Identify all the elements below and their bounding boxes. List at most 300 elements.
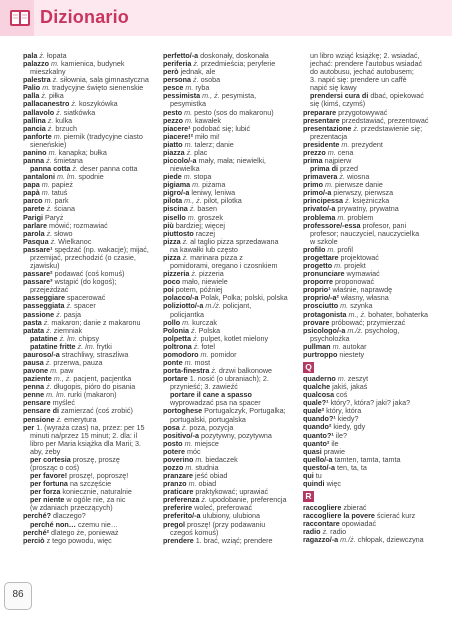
entry-headword: porta-finestra — [163, 367, 210, 376]
entry-headword: palestra — [23, 76, 51, 85]
dictionary-entry — [23, 424, 151, 432]
entry-translation: pacjent, pacjentka — [73, 375, 132, 384]
dictionary-entry — [163, 222, 293, 230]
dictionary-entry — [303, 319, 448, 327]
dictionary-entry — [163, 351, 293, 359]
entry-continuation — [23, 440, 151, 448]
entry-headword: pauroso/-a — [23, 350, 60, 359]
entry-translation: al taglio pizza sprzedawana — [190, 237, 279, 246]
entry-continuation — [303, 133, 448, 141]
entry-translation: przynieść; 3. zawieźć — [170, 383, 238, 392]
entry-translation: próbować; przymierzać — [331, 318, 406, 327]
dictionary-entry — [303, 432, 448, 440]
entry-headword: prosciutto — [303, 302, 339, 311]
dictionary-column-2 — [163, 52, 293, 545]
entry-continuation — [23, 464, 151, 472]
entry-translation: móc — [186, 447, 201, 456]
dictionary-entry — [23, 76, 151, 84]
entry-translation: pomidorami, oregano i czosnkiem — [170, 262, 278, 271]
entry-translation: dbać, opiekować — [370, 92, 424, 101]
dictionary-subentry — [303, 92, 448, 100]
entry-continuation — [163, 311, 293, 319]
entry-part-of-speech: ż. — [47, 124, 54, 133]
entry-headword: pessimista — [163, 92, 201, 101]
entry-headword: pregol — [163, 520, 185, 529]
entry-translation: wymawiać — [346, 270, 380, 279]
entry-part-of-speech: ż. — [47, 116, 54, 125]
entry-part-of-speech: m. — [187, 213, 196, 222]
dictionary-entry — [163, 52, 293, 60]
dictionary-entry — [23, 149, 151, 157]
entry-translation: emerytura — [64, 415, 97, 424]
entry-part-of-speech: m. — [184, 108, 193, 117]
entry-translation: policjant, — [222, 302, 252, 311]
entry-translation: mało, niewiele — [182, 278, 228, 287]
entry-translation: paw — [60, 367, 74, 376]
dictionary-entry — [303, 181, 448, 189]
entry-continuation — [23, 286, 151, 294]
entry-translation: profesor, pani — [362, 221, 407, 230]
entry-translation: profesor; nauczyciel, nauczycielka — [310, 229, 420, 238]
entry-part-of-speech: ż. — [192, 334, 199, 343]
dictionary-entry — [303, 311, 448, 319]
entry-headword: passeggiare — [23, 294, 65, 303]
entry-headword: pensare — [23, 399, 51, 408]
entry-headword: per cortesia — [30, 455, 71, 464]
entry-part-of-speech: m. — [327, 148, 336, 157]
dictionary-entry — [23, 205, 151, 213]
entry-translation: przerwa, pauza — [53, 358, 103, 367]
entry-part-of-speech: ż. — [72, 165, 78, 174]
entry-headword: preferito/-a — [163, 512, 201, 521]
dictionary-entry — [23, 512, 151, 520]
entry-part-of-speech: m./ż. — [347, 326, 363, 335]
entry-continuation — [163, 246, 293, 254]
entry-translation: tradycyjne święto sienenskie — [52, 84, 144, 93]
entry-headword: pilota — [163, 197, 183, 206]
entry-translation: pierwszy, pierwsza — [333, 189, 394, 198]
dictionary-entry — [303, 472, 448, 480]
entry-translation: napić się kawy — [310, 84, 357, 93]
dictionary-entry — [163, 149, 293, 157]
section-letter — [303, 488, 448, 504]
entry-translation: un libro wziąć książkę; 2. wsiadać, — [310, 52, 420, 60]
dictionary-entry — [163, 60, 293, 68]
entry-translation: kamienica, budynek — [60, 60, 125, 69]
entry-translation: w szkole — [310, 237, 338, 246]
entry-headword: principessa — [303, 197, 343, 206]
entry-headword: pozzo — [163, 463, 184, 472]
entry-translation: biedaczek — [205, 455, 238, 464]
entry-translation: jeść obiad — [194, 472, 228, 481]
entry-headword: presentazione — [303, 124, 352, 133]
entry-continuation — [163, 383, 293, 391]
dictionary-entry — [303, 464, 448, 472]
entry-part-of-speech: ż. — [353, 124, 359, 133]
entry-part-of-speech: ż. — [56, 108, 62, 117]
entry-part-of-speech: m. — [50, 367, 59, 376]
entry-translation: 3. napić się: prendere un caffè — [310, 76, 407, 85]
entry-continuation — [23, 254, 151, 262]
entry-translation: siłownia, sala gimnastyczna — [60, 76, 149, 85]
entry-headword: raccontare — [303, 520, 340, 529]
entry-headword: quanto² — [303, 439, 330, 448]
entry-translation: czegoś komuś) — [170, 528, 219, 537]
entry-translation: własny, własna — [340, 294, 389, 303]
entry-translation: proponować — [334, 278, 375, 287]
entry-headword: Parigi — [23, 213, 43, 222]
dictionary-entry — [163, 488, 293, 496]
entry-translation: pozytywny, pozytywna — [200, 431, 272, 440]
entry-headword: patatine — [30, 334, 58, 343]
entry-translation: portugalski, portugalska — [170, 415, 246, 424]
entry-continuation — [303, 68, 448, 76]
dictionary-entry — [303, 149, 448, 157]
entry-headword: progetto — [303, 262, 333, 271]
entry-part-of-speech: ż. — [186, 148, 193, 157]
dictionary-entry — [303, 141, 448, 149]
entry-translation: ściana — [54, 205, 75, 214]
dictionary-column-3 — [303, 52, 448, 544]
entry-continuation — [303, 238, 448, 246]
dictionary-entry — [23, 117, 151, 125]
dictionary-entry — [163, 504, 293, 512]
entry-headword: quanto?¹ — [303, 431, 334, 440]
entry-translation: pesymista, — [221, 92, 257, 101]
entry-part-of-speech: m. — [50, 60, 59, 69]
entry-translation: pizzeria — [198, 270, 224, 279]
dictionary-entry — [303, 399, 448, 407]
entry-translation: pierwsze danie — [334, 181, 383, 190]
entry-headword: poltrona — [163, 342, 192, 351]
entry-translation: pulpet, kotlet mielony — [200, 334, 269, 343]
entry-translation: ścierać kurz — [376, 512, 416, 521]
entry-part-of-speech: m., ż. — [202, 92, 220, 101]
entry-translation: jednak, ale — [180, 68, 216, 77]
dictionary-entry — [163, 302, 293, 310]
entry-translation: bardziej; więcej — [175, 221, 225, 230]
entry-translation: upodobanie, preferencja — [208, 496, 287, 505]
entry-headword: passare² — [23, 270, 53, 279]
dictionary-entry — [163, 343, 293, 351]
entry-part-of-speech: ż. — [71, 100, 77, 109]
entry-translation: psycholożka — [310, 334, 350, 343]
entry-translation: prawie — [323, 447, 345, 456]
entry-headword: patatine fritte — [30, 342, 76, 351]
dictionary-entry — [163, 286, 293, 294]
dictionary-entry — [23, 416, 151, 424]
dictionary-entry — [163, 432, 293, 440]
entry-translation: psycholog, — [364, 326, 400, 335]
entry-translation: tu — [315, 471, 322, 480]
entry-translation: plac — [194, 148, 208, 157]
entry-part-of-speech: m. — [332, 342, 341, 351]
entry-part-of-speech: m. — [185, 84, 194, 93]
entry-translation: policjantka — [170, 310, 204, 319]
entry-part-of-speech: m. — [44, 197, 53, 206]
entry-translation: w ogóle nie, za nic — [66, 496, 126, 505]
entry-part-of-speech: ż. — [43, 318, 50, 327]
entry-part-of-speech: m. — [48, 148, 57, 157]
entry-translation: drzwi balkonowe — [218, 367, 273, 376]
entry-headword: periferia — [163, 60, 192, 69]
entry-translation: 1. brać, wziąć; prendere — [195, 536, 273, 545]
entry-translation: spacerować — [66, 294, 106, 303]
entry-headword: parco — [23, 197, 43, 206]
entry-headword: pronunciare — [303, 270, 345, 279]
entry-headword: quasi — [303, 447, 322, 456]
dictionary-entry — [303, 375, 448, 383]
dictionary-entry — [23, 230, 151, 238]
entry-headword: papà — [23, 189, 40, 198]
section-letter — [303, 359, 448, 375]
entry-headword: piccolo/-a — [163, 157, 197, 166]
entry-part-of-speech: ż. — [46, 229, 53, 238]
entry-continuation — [23, 504, 151, 512]
entry-translation: przedstawiać, prezentować — [341, 116, 429, 125]
entry-translation: papież — [51, 181, 73, 190]
entry-headword: provare — [303, 318, 330, 327]
dictionary-entry — [303, 246, 448, 254]
entry-translation: proszę, proszę — [72, 455, 120, 464]
dictionary-entry — [303, 189, 448, 197]
entry-headword: pavone — [23, 367, 49, 376]
entry-translation: ile? — [335, 431, 347, 440]
entry-headword: pigiama — [163, 181, 191, 190]
entry-translation: niestety — [339, 350, 365, 359]
entry-translation: basen — [197, 205, 217, 214]
entry-part-of-speech: ż. — [182, 253, 189, 262]
entry-part-of-speech: m. — [41, 181, 50, 190]
entry-translation: radio — [330, 528, 347, 537]
dictionary-subentry — [23, 456, 151, 464]
dictionary-entry — [303, 351, 448, 359]
entry-translation: (prosząc o coś) — [30, 463, 80, 472]
dictionary-entry — [23, 270, 151, 278]
entry-continuation — [23, 448, 151, 456]
entry-translation: dlaczego? — [52, 512, 86, 521]
entry-headword: qualcosa — [303, 391, 335, 400]
entry-headword: questo/-a — [303, 463, 335, 472]
entry-translation: tatuś — [51, 189, 68, 198]
entry-headword: Pasqua — [23, 237, 49, 246]
dictionary-entry — [163, 278, 293, 286]
dictionary-entry — [23, 100, 151, 108]
dictionary-entry — [23, 383, 151, 391]
entry-headword: profilo — [303, 245, 326, 254]
entry-part-of-speech: ż. — [201, 496, 207, 505]
dictionary-entry — [163, 407, 293, 415]
dictionary-entry — [303, 423, 448, 431]
entry-part-of-speech: m. — [184, 439, 193, 448]
entry-part-of-speech: m. — [324, 181, 333, 190]
entry-headword: pala — [23, 52, 38, 60]
entry-part-of-speech: m. — [327, 245, 336, 254]
entry-translation: chłopak, dziewczyna — [357, 536, 424, 545]
dictionary-entry — [23, 246, 151, 254]
entry-continuation — [163, 262, 293, 270]
dictionary-entry — [23, 302, 151, 310]
entry-headword: poi — [163, 286, 174, 295]
entry-translation: park — [54, 197, 69, 206]
entry-translation: kawałek — [194, 116, 221, 125]
entry-translation: właśnie, naprawdę — [332, 286, 393, 295]
entry-translation: fotel — [201, 342, 215, 351]
entry-translation: kanapka; bułka — [58, 148, 107, 157]
dictionary-entry — [23, 319, 151, 327]
entry-translation: spędzać (np. wakacje); mijać, — [54, 245, 149, 254]
dictionary-subentry — [163, 391, 293, 399]
entry-part-of-speech: ż. — [56, 415, 63, 424]
entry-part-of-speech: m. — [182, 318, 191, 327]
entry-continuation — [163, 416, 293, 424]
entry-translation: bohater, bohaterka — [368, 310, 429, 319]
dictionary-subentry — [23, 488, 151, 496]
entry-translation: jechać: prendere l'autobus wsiadać — [310, 60, 423, 69]
page-header — [0, 0, 452, 36]
entry-translation: więc — [326, 479, 341, 488]
entry-headword: quando?¹ — [303, 415, 336, 424]
entry-translation: poza, pozycja — [189, 423, 234, 432]
entry-translation: potem, później — [175, 286, 223, 295]
dictionary-entry — [23, 238, 151, 246]
dictionary-entry — [163, 537, 293, 545]
entry-part-of-speech: m. — [41, 189, 50, 198]
entry-headword: panna cotta — [30, 165, 71, 174]
entry-translation: pilot, pilotka — [203, 197, 242, 206]
entry-part-of-speech: m., ż. — [348, 310, 367, 319]
dictionary-entry — [303, 197, 448, 205]
entry-translation: miejsce — [194, 439, 219, 448]
entry-headword: potere — [163, 447, 185, 456]
dictionary-entry — [303, 448, 448, 456]
entry-headword: pasta — [23, 318, 42, 327]
entry-translation: makaron; danie z makaronu — [51, 318, 141, 327]
entry-translation: Wielkanoc — [58, 237, 92, 246]
entry-translation: ryba — [195, 84, 210, 93]
dictionary-entry — [23, 52, 151, 60]
dictionary-entry — [23, 294, 151, 302]
dictionary-entry — [163, 359, 293, 367]
entry-translation: proszę! (przy podawaniu — [186, 520, 266, 529]
entry-translation: kulka — [55, 116, 73, 125]
dictionary-entry — [303, 173, 448, 181]
entry-headword: quindi — [303, 479, 325, 488]
dictionary-entry — [163, 294, 293, 302]
entry-part-of-speech: m. — [183, 173, 192, 182]
entry-headword: passare³ — [23, 278, 53, 287]
entry-headword: parete — [23, 205, 45, 214]
entry-translation: zeszyt — [347, 374, 369, 383]
entry-headword: pomodoro — [163, 350, 199, 359]
entry-translation: ulubiony, ulubiona — [202, 512, 260, 521]
dictionary-entry — [303, 117, 448, 125]
dictionary-entry — [23, 84, 151, 92]
dictionary-entry — [163, 189, 293, 197]
entry-translation: przed — [339, 165, 358, 174]
entry-continuation — [303, 76, 448, 84]
entry-continuation — [163, 165, 293, 173]
dictionary-entry — [303, 157, 448, 165]
entry-part-of-speech: ż. — [46, 383, 52, 392]
entry-part-of-speech: ż. — [50, 237, 57, 246]
entry-headword: portoghese — [163, 407, 203, 416]
entry-translation: wolеć, preferować — [194, 504, 253, 513]
entry-translation: koniecznie, naturalnie — [62, 488, 132, 497]
entry-headword: patata — [23, 326, 45, 335]
dictionary-entry — [23, 375, 151, 383]
dictionary-entry — [163, 448, 293, 456]
dictionary-entry — [303, 536, 448, 544]
dictionary-entry — [163, 125, 293, 133]
entry-translation: szynka — [350, 302, 373, 311]
entry-headword: quale?¹ — [303, 399, 329, 408]
entry-part-of-speech: ż. — [181, 423, 188, 432]
dictionary-entry — [303, 407, 448, 415]
dictionary-entry — [23, 399, 151, 407]
entry-translation: piernik (tradycyjne ciasto — [63, 132, 143, 141]
dictionary-entry — [163, 238, 293, 246]
dictionary-entry — [23, 125, 151, 133]
entry-headword: pizza — [163, 253, 181, 262]
entry-part-of-speech: ż. — [46, 326, 52, 335]
dictionary-entry — [163, 173, 293, 181]
entry-part-of-speech: m. — [53, 132, 62, 141]
entry-headword: problema — [303, 213, 336, 222]
entry-part-of-speech: ż. — [56, 310, 62, 319]
dictionary-entry — [163, 117, 293, 125]
dictionary-column-1 — [23, 52, 151, 545]
entry-headword: palazzo — [23, 60, 49, 69]
entry-headword: pallacanestro — [23, 100, 70, 109]
entry-translation: zamierzać (coś zrobić) — [60, 407, 133, 416]
entry-headword: positivo/-a — [163, 431, 199, 440]
entry-continuation — [23, 262, 151, 270]
dictionary-entry — [303, 125, 448, 133]
page-number: 86 — [12, 589, 24, 600]
dictionary-entry — [303, 343, 448, 351]
dictionary-entry — [23, 311, 151, 319]
entry-translation: aby, żeby — [30, 447, 61, 456]
dictionary-entry — [163, 456, 293, 464]
entry-part-of-speech: ż. — [192, 76, 199, 85]
entry-part-of-speech: m. — [340, 302, 349, 311]
entry-translation: myśleć — [52, 399, 75, 408]
entry-headword: ponte — [163, 358, 183, 367]
entry-headword: piatto — [163, 140, 183, 149]
dictionary-entry — [163, 76, 293, 84]
entry-translation: Paryż — [44, 213, 64, 222]
entry-translation: wiosna — [346, 173, 370, 182]
page-title: Dizionario — [40, 7, 130, 27]
dictionary-entry — [303, 440, 448, 448]
dictionary-entry — [303, 504, 448, 512]
dictionary-entry — [303, 214, 448, 222]
dictionary-subentry — [23, 343, 151, 351]
entry-translation: pesymistka — [170, 100, 206, 109]
dictionary-entry — [163, 84, 293, 92]
entry-headword: poco — [163, 278, 181, 287]
dictionary-entry — [23, 109, 151, 117]
dictionary-entry — [23, 537, 151, 545]
entry-headword: quaderno — [303, 374, 336, 383]
dictionary-subentry — [23, 521, 151, 529]
dictionary-entry — [303, 286, 448, 294]
entry-translation: Polska — [198, 326, 221, 335]
entry-headword: panino — [23, 148, 47, 157]
entry-translation: praktykować; uprawiać — [195, 488, 269, 497]
entry-translation: łopata — [46, 52, 67, 60]
